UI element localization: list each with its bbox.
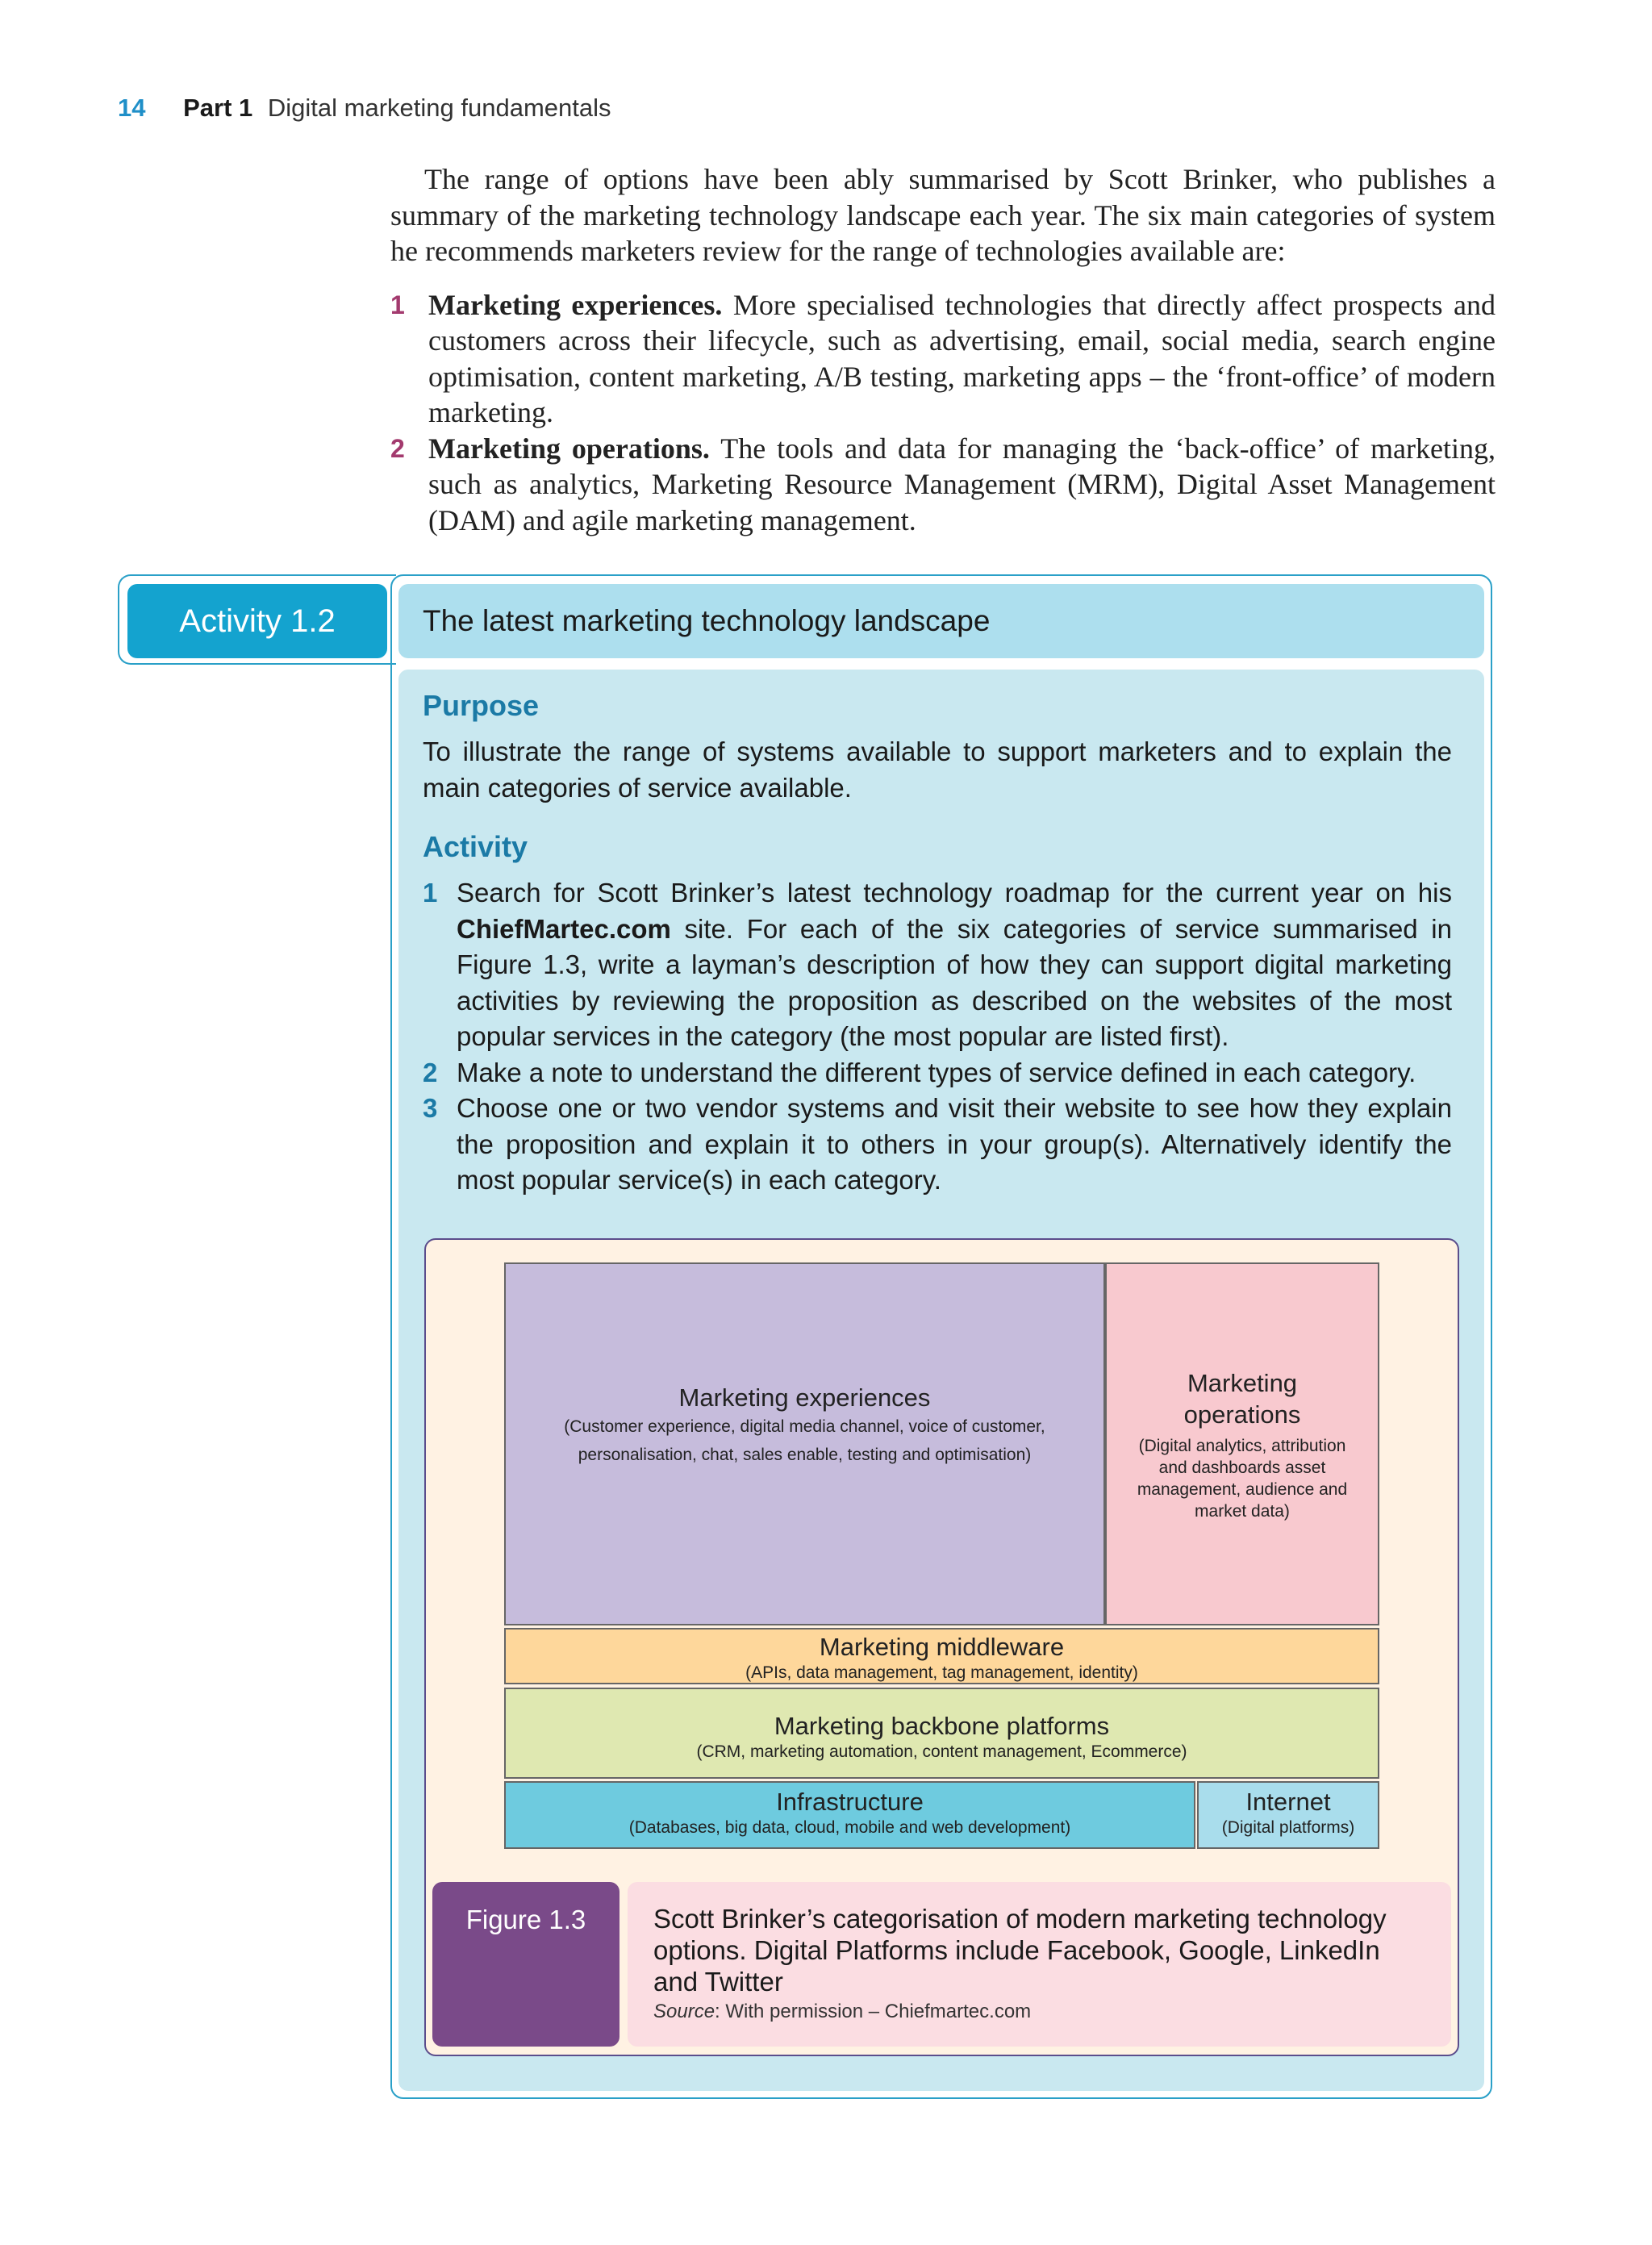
block-subtitle: (Databases, big data, cloud, mobile and web development) xyxy=(628,1818,1071,1837)
part-title: Digital marketing fundamentals xyxy=(267,94,611,122)
intro-paragraph: The range of options have been ably summarised by Scott Brinker, who publishes a summary of the marketing technology landscape each year. The six main categories of system he recommends marketers review for the range of technologies available are: xyxy=(390,163,1496,267)
list-item-title: Marketing experiences. xyxy=(428,288,723,321)
block-title: Marketing experiences xyxy=(678,1383,931,1412)
step-text-post: site. For each of the six categories of service summarised in Figure 1.3, write a layman’s description of how they can support digital marketing activities by reviewing the proposition as described on the websites of the most popular services in the category (the most popular are listed first). xyxy=(457,913,1452,1051)
part-label: Part 1 xyxy=(183,94,253,122)
block-marketing-backbone xyxy=(504,1688,1379,1779)
block-internet xyxy=(1197,1781,1379,1849)
activity-heading: Activity xyxy=(423,830,528,863)
step-text: Make a note to understand the different types of service defined in each category. xyxy=(457,1057,1416,1087)
list-item-title: Marketing operations. xyxy=(428,432,710,465)
figure-caption xyxy=(628,1882,1451,2047)
block-subtitle: (CRM, marketing automation, content management, Ecommerce) xyxy=(696,1742,1187,1761)
block-title: Marketing middleware xyxy=(819,1633,1065,1661)
caption-text: Scott Brinker’s categorisation of modern marketing technology options. Digital Platforms include Facebook, Google, LinkedIn and Twitter xyxy=(653,1904,1387,1997)
block-subtitle: (APIs, data management, tag management, identity) xyxy=(745,1663,1138,1682)
list-item-text: More specialised technologies that directly affect prospects and customers across their lifecycle, such as advertising, email, social media, search engine optimisation, content marketing, A/B testing, marketing apps – the ‘front-office’ of modern marketing. xyxy=(428,288,1496,428)
step-number: 3 xyxy=(423,1093,438,1123)
step-number: 2 xyxy=(423,1057,438,1087)
body-text xyxy=(390,161,1496,538)
block-marketing-middleware xyxy=(504,1628,1379,1684)
block-marketing-experiences xyxy=(504,1262,1105,1625)
activity-step xyxy=(423,875,1452,1055)
source-label: Source xyxy=(653,2001,715,2022)
activity-title: The latest marketing technology landscape xyxy=(398,584,1484,658)
list-item xyxy=(390,431,1496,539)
caption-source xyxy=(653,2001,1427,2023)
running-header xyxy=(118,94,611,123)
source-text: : With permission – Chiefmartec.com xyxy=(715,2001,1032,2022)
block-infrastructure xyxy=(504,1781,1195,1849)
activity-step xyxy=(423,1055,1452,1091)
category-list xyxy=(390,287,1496,539)
activity-steps xyxy=(423,875,1452,1199)
block-title: Marketing backbone platforms xyxy=(774,1712,1110,1740)
block-subtitle: (Digital analytics, attribution and dashboards asset management, audience and market data) xyxy=(1137,1437,1348,1521)
page-number: 14 xyxy=(118,94,146,122)
activity-label: Activity 1.2 xyxy=(127,584,387,658)
block-title: Marketing operations xyxy=(1183,1369,1301,1429)
list-item xyxy=(390,287,1496,431)
block-title: Internet xyxy=(1245,1788,1331,1816)
figure-label: Figure 1.3 xyxy=(432,1882,620,2047)
block-marketing-operations xyxy=(1105,1262,1379,1625)
step-text-pre: Search for Scott Brinker’s latest technology roadmap for the current year on his xyxy=(457,878,1452,908)
site-name: ChiefMartec.com xyxy=(457,913,671,944)
block-subtitle: (Digital platforms) xyxy=(1221,1818,1355,1837)
list-number: 1 xyxy=(390,290,405,319)
purpose-heading: Purpose xyxy=(423,689,540,722)
purpose-text: To illustrate the range of systems available to support marketers and to explain the main categories of service available. xyxy=(423,737,1452,803)
list-item-text: The tools and data for managing the ‘back-office’ of marketing, such as analytics, Marketing Resource Management (MRM), Digital Asset Management (DAM) and agile marketing management. xyxy=(428,432,1496,536)
list-number: 2 xyxy=(390,433,405,463)
step-number: 1 xyxy=(423,878,438,908)
block-title: Infrastructure xyxy=(776,1788,924,1816)
block-subtitle: (Customer experience, digital media channel, voice of customer, personalisation, chat, sales enable, testing and optimisation) xyxy=(564,1417,1045,1464)
activity-step xyxy=(423,1091,1452,1199)
step-text: Choose one or two vendor systems and visit their website to see how they explain the proposition and explain it to others in your group(s). Alternatively identify the most popular service(s) in each category. xyxy=(457,1093,1452,1195)
